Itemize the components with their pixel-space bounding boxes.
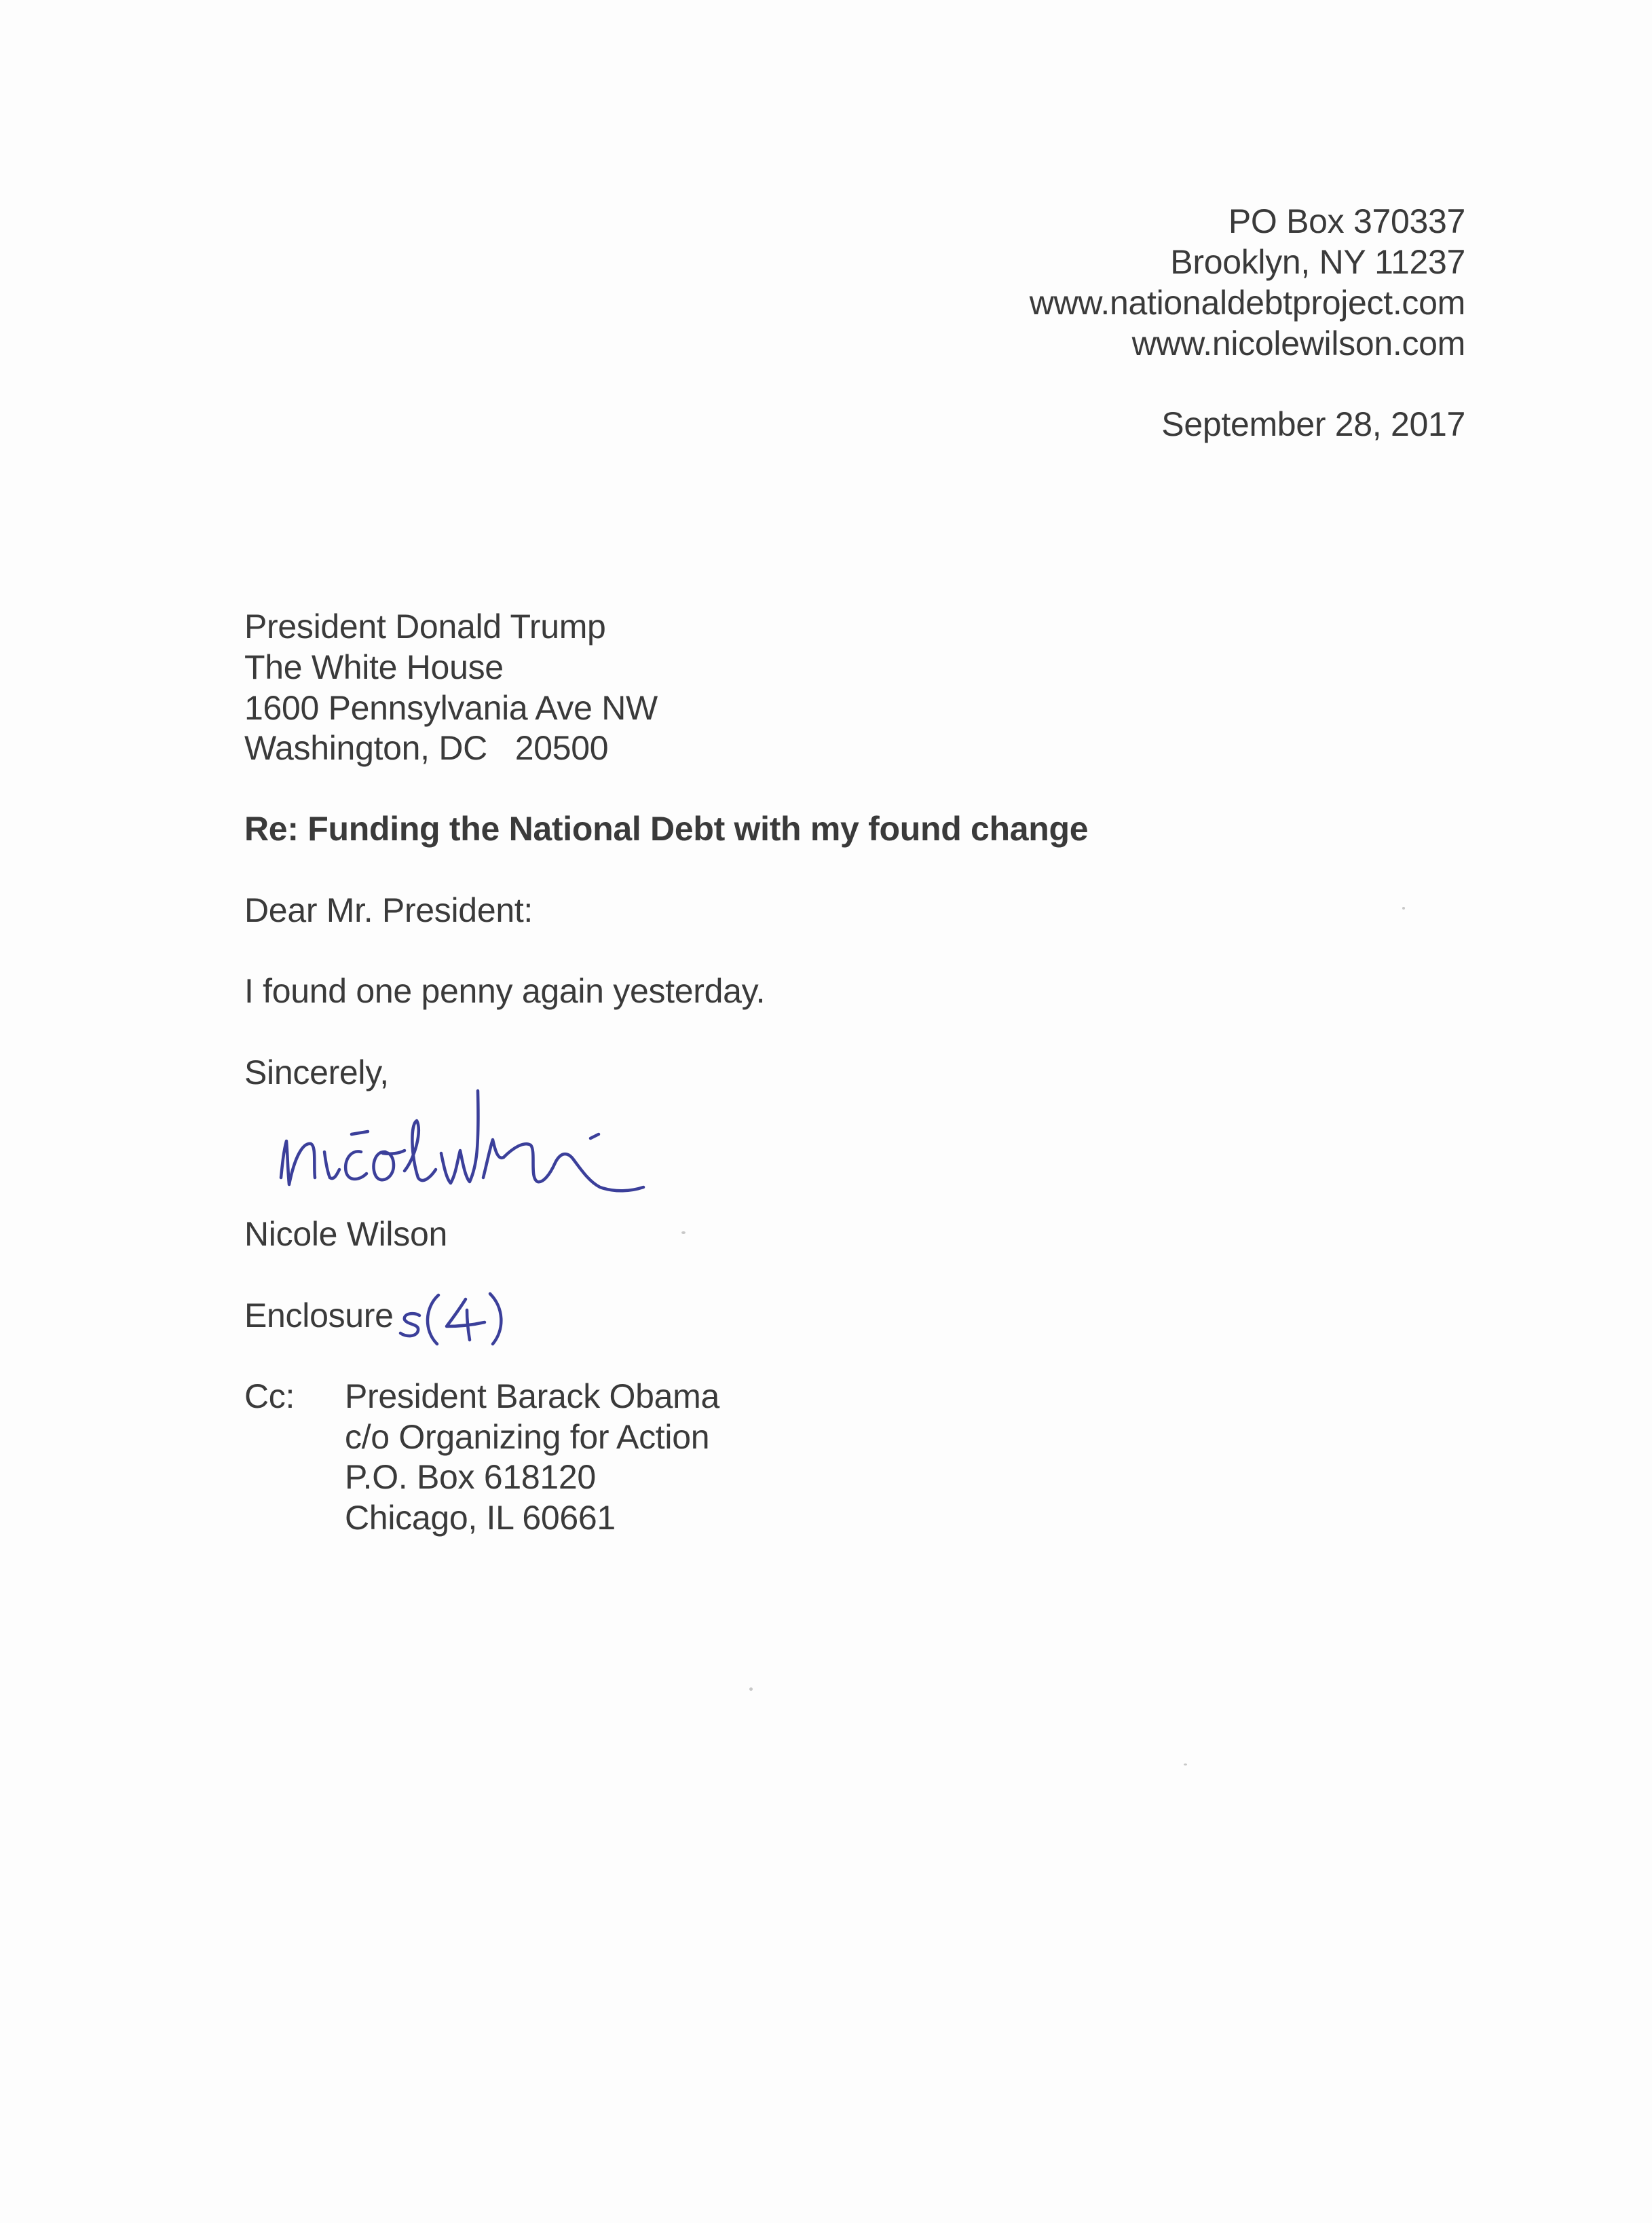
sender-address-line2: Brooklyn, NY 11237: [1170, 243, 1465, 281]
sender-address-line1: PO Box 370337: [1228, 202, 1465, 240]
scan-speck: [749, 1687, 753, 1691]
enclosures-line: [244, 1295, 394, 1336]
handwritten-signature: [271, 1076, 692, 1205]
cc-name: President Barack Obama: [345, 1377, 719, 1415]
closing: Sincerely,: [244, 1053, 389, 1091]
scan-speck: [1402, 907, 1405, 910]
salutation: Dear Mr. President:: [244, 891, 533, 929]
signer-name: Nicole Wilson: [244, 1215, 447, 1253]
recipient-name: President Donald Trump: [244, 608, 606, 646]
recipient-line3: Washington, DC 20500: [244, 729, 609, 767]
recipient-line2: 1600 Pennsylvania Ave NW: [244, 689, 658, 727]
recipient-line1: The White House: [244, 648, 504, 686]
sender-website-2: www.nicolewilson.com: [1131, 324, 1465, 362]
cc-line1: c/o Organizing for Action: [345, 1418, 710, 1456]
body-paragraph: I found one penny again yesterday.: [244, 972, 766, 1010]
handwritten-enclosure-count: [396, 1287, 519, 1348]
scan-speck: [1184, 1763, 1187, 1766]
scan-speck: [681, 1231, 686, 1234]
sender-website-1: www.nationaldebtproject.com: [1029, 284, 1465, 322]
subject-line: Re: Funding the National Debt with my found change: [244, 810, 1089, 848]
cc-line3: Chicago, IL 60661: [345, 1499, 616, 1537]
letter-date: September 28, 2017: [1161, 405, 1465, 443]
cc-label: Cc:: [244, 1377, 295, 1415]
cc-line2: P.O. Box 618120: [345, 1458, 596, 1496]
enclosures-label: Enclosure: [244, 1296, 394, 1334]
